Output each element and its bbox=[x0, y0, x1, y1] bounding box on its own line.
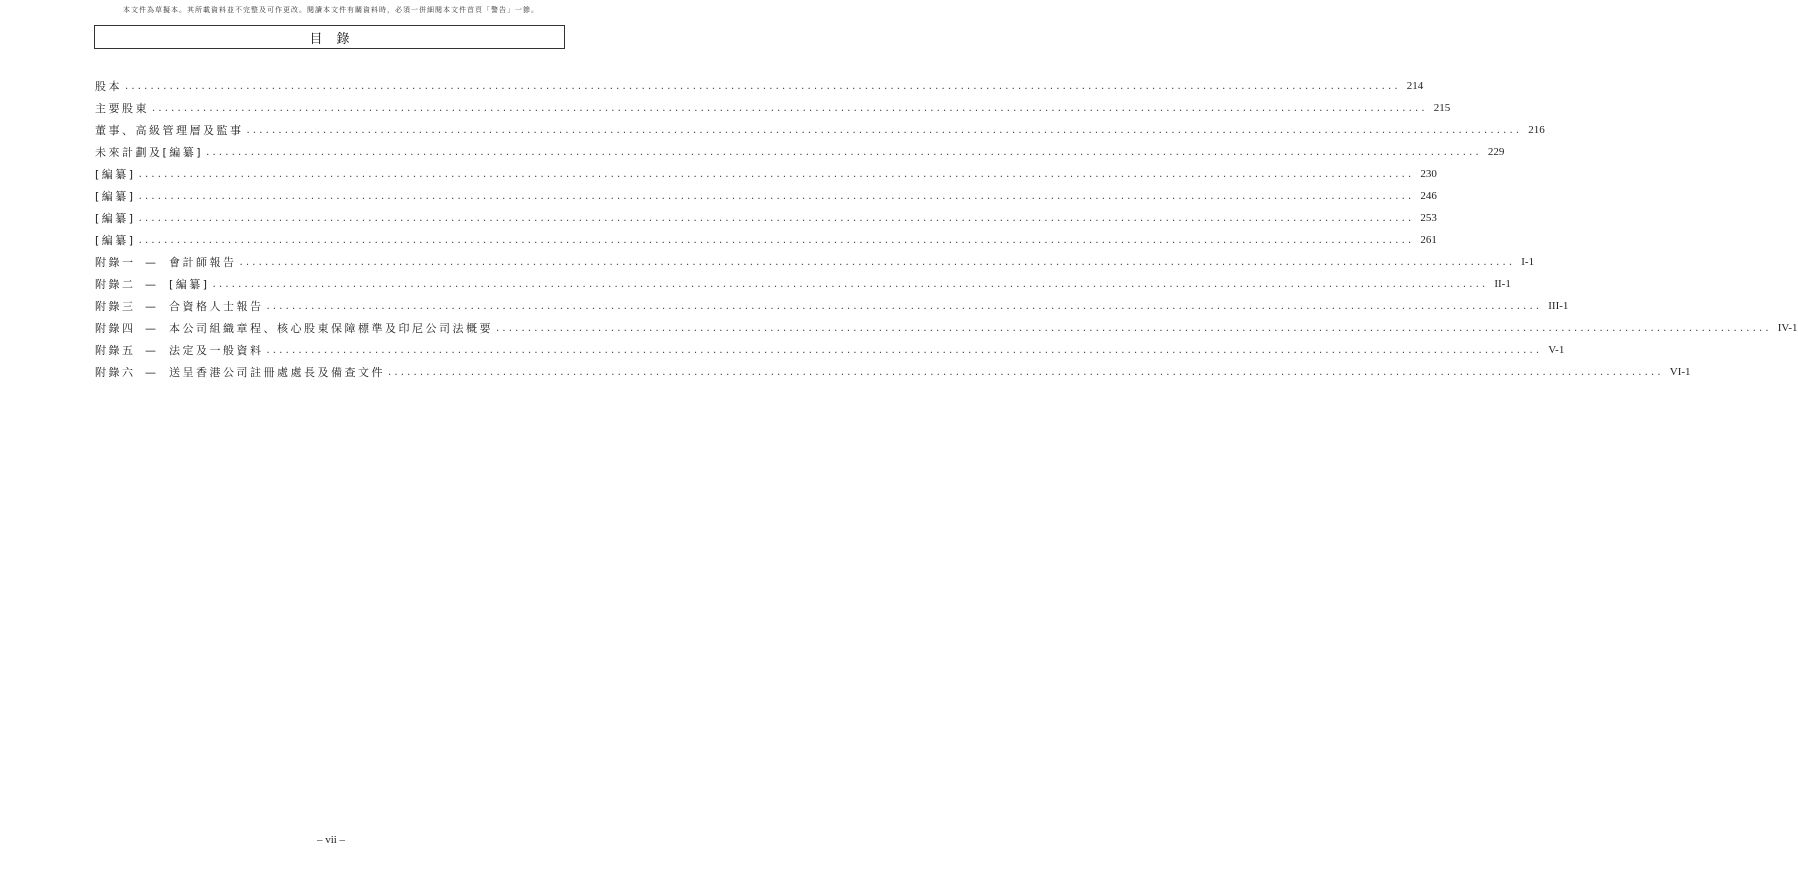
dot-leader: ........................................................................................................................................................................................................ bbox=[496, 322, 1772, 334]
dot-leader: ........................................................................................................................................................................................................ bbox=[206, 146, 1482, 158]
dot-leader: ........................................................................................................................................................................................................ bbox=[246, 124, 1523, 136]
toc-row bbox=[95, 97, 1451, 119]
toc-page-number: I-1 bbox=[1521, 256, 1535, 268]
toc-label: 董事、高級管理層及監事 bbox=[95, 124, 244, 137]
toc-page-number: III-1 bbox=[1548, 300, 1569, 312]
toc-page-number: 214 bbox=[1406, 80, 1424, 92]
dot-leader: ........................................................................................................................................................................................................ bbox=[239, 256, 1516, 268]
toc-row bbox=[95, 75, 1424, 97]
toc-label: 股本 bbox=[95, 80, 122, 93]
appendix-number: 附錄六 bbox=[95, 366, 136, 379]
toc-page-number: V-1 bbox=[1548, 344, 1565, 356]
page-title: 目錄 bbox=[309, 31, 364, 47]
toc-page-number: 253 bbox=[1420, 212, 1437, 224]
toc-label: [編纂] bbox=[95, 168, 136, 181]
appendix-title: 本公司組織章程、核心股東保障標準及印尼公司法概要 bbox=[169, 322, 493, 335]
draft-disclaimer: 本文件為草擬本。其所載資料並不完整及可作更改。閱讀本文件有關資料時，必須一併細閱本文件首頁「警告」一節。 bbox=[123, 6, 539, 14]
dot-leader: ........................................................................................................................................................................................................ bbox=[138, 168, 1415, 180]
dot-leader: ........................................................................................................................................................................................................ bbox=[266, 344, 1543, 356]
appendix-title: 法定及一般資料 bbox=[169, 344, 264, 357]
toc-label: 未來計劃及[編纂] bbox=[95, 146, 204, 159]
dot-leader: ........................................................................................................................................................................................................ bbox=[152, 102, 1428, 114]
appendix-number: 附錄五 bbox=[95, 344, 136, 357]
appendix-row bbox=[95, 361, 1691, 383]
appendix-row bbox=[95, 339, 1565, 361]
table-of-contents bbox=[95, 75, 1798, 383]
toc-page-number: 215 bbox=[1433, 102, 1451, 114]
appendix-row bbox=[95, 295, 1569, 317]
dot-leader: ........................................................................................................................................................................................................ bbox=[388, 366, 1664, 378]
toc-page-number: II-1 bbox=[1494, 278, 1511, 290]
toc-row bbox=[95, 229, 1437, 251]
toc-page-number: VI-1 bbox=[1669, 366, 1691, 378]
toc-row bbox=[95, 207, 1437, 229]
dot-leader: ........................................................................................................................................................................................................ bbox=[138, 234, 1415, 246]
toc-page-number: 261 bbox=[1420, 234, 1437, 246]
toc-page-number: 246 bbox=[1420, 190, 1437, 202]
toc-page-number: 216 bbox=[1528, 124, 1545, 136]
title-box bbox=[94, 25, 565, 49]
toc-label: [編纂] bbox=[95, 190, 136, 203]
page-number: – vii – bbox=[316, 834, 346, 846]
toc-page-number: 229 bbox=[1487, 146, 1505, 158]
dot-leader: ........................................................................................................................................................................................................ bbox=[138, 190, 1415, 202]
dot-leader: ........................................................................................................................................................................................................ bbox=[212, 278, 1489, 290]
appendix-row bbox=[95, 251, 1535, 273]
dot-leader: ........................................................................................................................................................................................................ bbox=[125, 80, 1401, 92]
toc-label: 主要股東 bbox=[95, 102, 149, 115]
appendix-row bbox=[95, 317, 1798, 339]
appendix-number: 附錄一 bbox=[95, 256, 136, 269]
appendix-number: 附錄三 bbox=[95, 300, 136, 313]
dot-leader: ........................................................................................................................................................................................................ bbox=[266, 300, 1543, 312]
toc-row bbox=[95, 141, 1505, 163]
appendix-dash: — bbox=[145, 366, 159, 379]
dot-leader: ........................................................................................................................................................................................................ bbox=[138, 212, 1415, 224]
appendix-dash: — bbox=[145, 344, 159, 357]
appendix-dash: — bbox=[145, 256, 159, 269]
appendix-dash: — bbox=[145, 278, 159, 291]
toc-row bbox=[95, 163, 1437, 185]
appendix-title: 送呈香港公司註冊處處長及備查文件 bbox=[169, 366, 385, 379]
appendix-row bbox=[95, 273, 1511, 295]
appendix-title: [編纂] bbox=[169, 278, 210, 291]
toc-page-number: 230 bbox=[1420, 168, 1437, 180]
toc-row bbox=[95, 185, 1437, 207]
toc-page-number: IV-1 bbox=[1777, 322, 1798, 334]
appendix-number: 附錄四 bbox=[95, 322, 136, 335]
toc-label: [編纂] bbox=[95, 234, 136, 247]
toc-label: [編纂] bbox=[95, 212, 136, 225]
appendix-dash: — bbox=[145, 300, 159, 313]
appendix-number: 附錄二 bbox=[95, 278, 136, 291]
appendix-title: 會計師報告 bbox=[169, 256, 237, 269]
toc-row bbox=[95, 119, 1545, 141]
appendix-dash: — bbox=[145, 322, 159, 335]
appendix-title: 合資格人士報告 bbox=[169, 300, 264, 313]
